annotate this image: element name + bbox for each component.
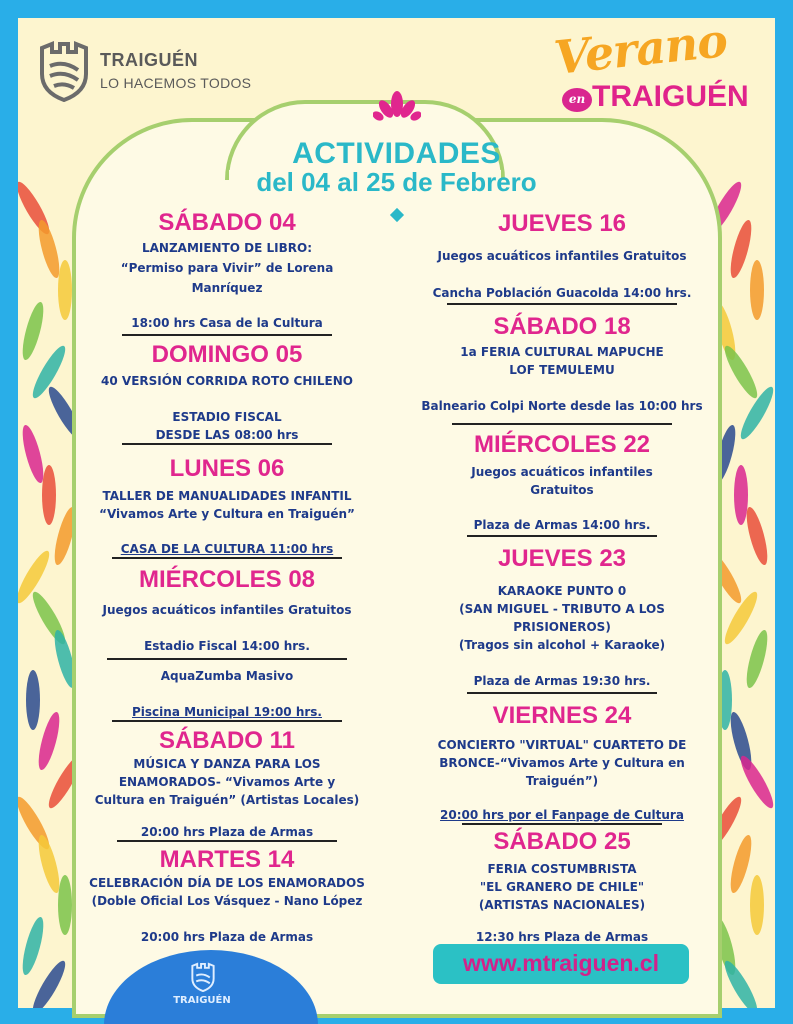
- event-text: Manríquez: [191, 281, 263, 295]
- event-text: Juegos acuáticos infantiles: [471, 465, 653, 479]
- event-place: Estadio Fiscal 14:00 hrs.: [144, 639, 310, 653]
- event-text: KARAOKE PUNTO 0: [497, 584, 627, 598]
- day-heading: LUNES 06: [169, 455, 285, 482]
- event-text: PRISIONEROS): [513, 620, 611, 634]
- event-place: Cancha Población Guacolda 14:00 hrs.: [432, 286, 692, 300]
- traiguen-shield-logo-icon: [38, 40, 90, 102]
- divider: [452, 423, 672, 425]
- event-text: (ARTISTAS NACIONALES): [478, 898, 646, 912]
- event-text: BRONCE-“Vivamos Arte y Cultura en: [439, 756, 685, 770]
- event-text: LANZAMIENTO DE LIBRO:: [141, 241, 312, 255]
- event-text: FERIA COSTUMBRISTA: [487, 862, 637, 876]
- leaf-decoration: [28, 958, 70, 1008]
- event-text: CONCIERTO "VIRTUAL" CUARTETO DE: [437, 738, 687, 752]
- event-text: “Vivamos Arte y Cultura en Traiguén”: [99, 507, 355, 521]
- day-heading: JUEVES 23: [497, 545, 627, 572]
- event-text: 1a FERIA CULTURAL MAPUCHE: [460, 345, 664, 359]
- event-place: Piscina Municipal 19:00 hrs.: [132, 705, 322, 719]
- divider: [112, 720, 342, 722]
- day-heading: SÁBADO 11: [158, 727, 296, 754]
- divider: [122, 334, 332, 336]
- brand-tagline: LO HACEMOS TODOS: [100, 75, 252, 91]
- divider: [122, 443, 332, 445]
- event-place: 20:00 hrs por el Fanpage de Cultura: [440, 808, 684, 822]
- event-place: 12:30 hrs Plaza de Armas: [475, 930, 649, 944]
- leaf-decoration: [742, 505, 771, 567]
- event-text: Traiguén”): [525, 774, 599, 788]
- day-heading: VIERNES 24: [492, 702, 632, 729]
- event-text: TALLER DE MANUALIDADES INFANTIL: [102, 489, 352, 503]
- event-text: AquaZumba Masivo: [160, 669, 294, 683]
- event-place: Plaza de Armas 19:30 hrs.: [473, 674, 651, 688]
- leaf-decoration: [750, 875, 764, 935]
- lotus-ornament-icon: [373, 90, 421, 122]
- event-place: Plaza de Armas 14:00 hrs.: [473, 518, 651, 532]
- event-place: DESDE LAS 08:00 hrs: [155, 428, 299, 442]
- event-text: "EL GRANERO DE CHILE": [479, 880, 645, 894]
- day-heading: MIÉRCOLES 22: [473, 431, 651, 458]
- leaf-decoration: [742, 628, 771, 690]
- website-link[interactable]: www.mtraiguen.cl: [463, 950, 659, 976]
- event-place: ESTADIO FISCAL: [172, 410, 282, 424]
- event-text: 40 VERSIÓN CORRIDA ROTO CHILENO: [101, 374, 353, 388]
- event-text: Cultura en Traiguén” (Artistas Locales): [94, 793, 360, 807]
- event-text: MÚSICA Y DANZA PARA LOS: [133, 757, 321, 771]
- event-text: “Permiso para Vivir” de Lorena: [120, 261, 334, 275]
- verano-en-traiguen-logo: [540, 13, 780, 113]
- divider: [112, 557, 342, 559]
- brand-name: TRAIGUÉN: [100, 50, 198, 70]
- verano-en-badge: en: [562, 88, 592, 112]
- event-text: (Doble Oficial Los Vásquez - Nano López: [91, 894, 363, 908]
- leaf-decoration: [750, 260, 764, 320]
- day-heading: MARTES 14: [159, 846, 295, 873]
- divider: [467, 692, 657, 694]
- page-subtitle: del 04 al 25 de Febrero: [256, 167, 537, 197]
- event-place: 20:00 hrs Plaza de Armas: [140, 825, 314, 839]
- divider: [467, 535, 657, 537]
- verano-word: Verano: [551, 13, 730, 85]
- event-place: 18:00 hrs Casa de la Cultura: [131, 316, 323, 330]
- event-place: Balneario Colpi Norte desde las 10:00 hrs: [421, 399, 703, 413]
- divider: [462, 823, 662, 825]
- event-text: (SAN MIGUEL - TRIBUTO A LOS: [459, 602, 665, 616]
- brand-logo: [38, 40, 278, 106]
- leaf-decoration: [26, 670, 40, 730]
- globe-label: TRAIGUÉN: [173, 995, 231, 1006]
- event-text: LOF TEMULEMU: [509, 363, 615, 377]
- traiguen-shield-logo-icon: [188, 962, 218, 992]
- day-heading: SÁBADO 04: [158, 209, 296, 236]
- event-text: ENAMORADOS- “Vivamos Arte y: [118, 775, 336, 789]
- divider: [447, 303, 677, 305]
- event-place: CASA DE LA CULTURA 11:00 hrs: [120, 542, 334, 556]
- day-heading: DOMINGO 05: [151, 341, 303, 368]
- event-text: CELEBRACIÓN DÍA DE LOS ENAMORADOS: [89, 876, 365, 890]
- leaf-decoration: [18, 915, 47, 977]
- page-title: ACTIVIDADES: [292, 137, 501, 170]
- day-heading: SÁBADO 25: [493, 828, 631, 855]
- divider: [107, 658, 347, 660]
- verano-city: TRAIGUÉN: [592, 80, 749, 113]
- event-text: Gratuitos: [530, 483, 594, 497]
- day-heading: MIÉRCOLES 08: [138, 566, 316, 593]
- day-heading: SÁBADO 18: [493, 313, 631, 340]
- day-heading: JUEVES 16: [497, 210, 627, 237]
- event-place: 20:00 hrs Plaza de Armas: [140, 930, 314, 944]
- divider: [117, 840, 337, 842]
- leaf-decoration: [720, 958, 762, 1008]
- event-text: Juegos acuáticos infantiles Gratuitos: [102, 603, 352, 617]
- event-text: (Tragos sin alcohol + Karaoke): [458, 638, 666, 652]
- event-text: Juegos acuáticos infantiles Gratuitos: [437, 249, 687, 263]
- leaf-decoration: [18, 300, 47, 362]
